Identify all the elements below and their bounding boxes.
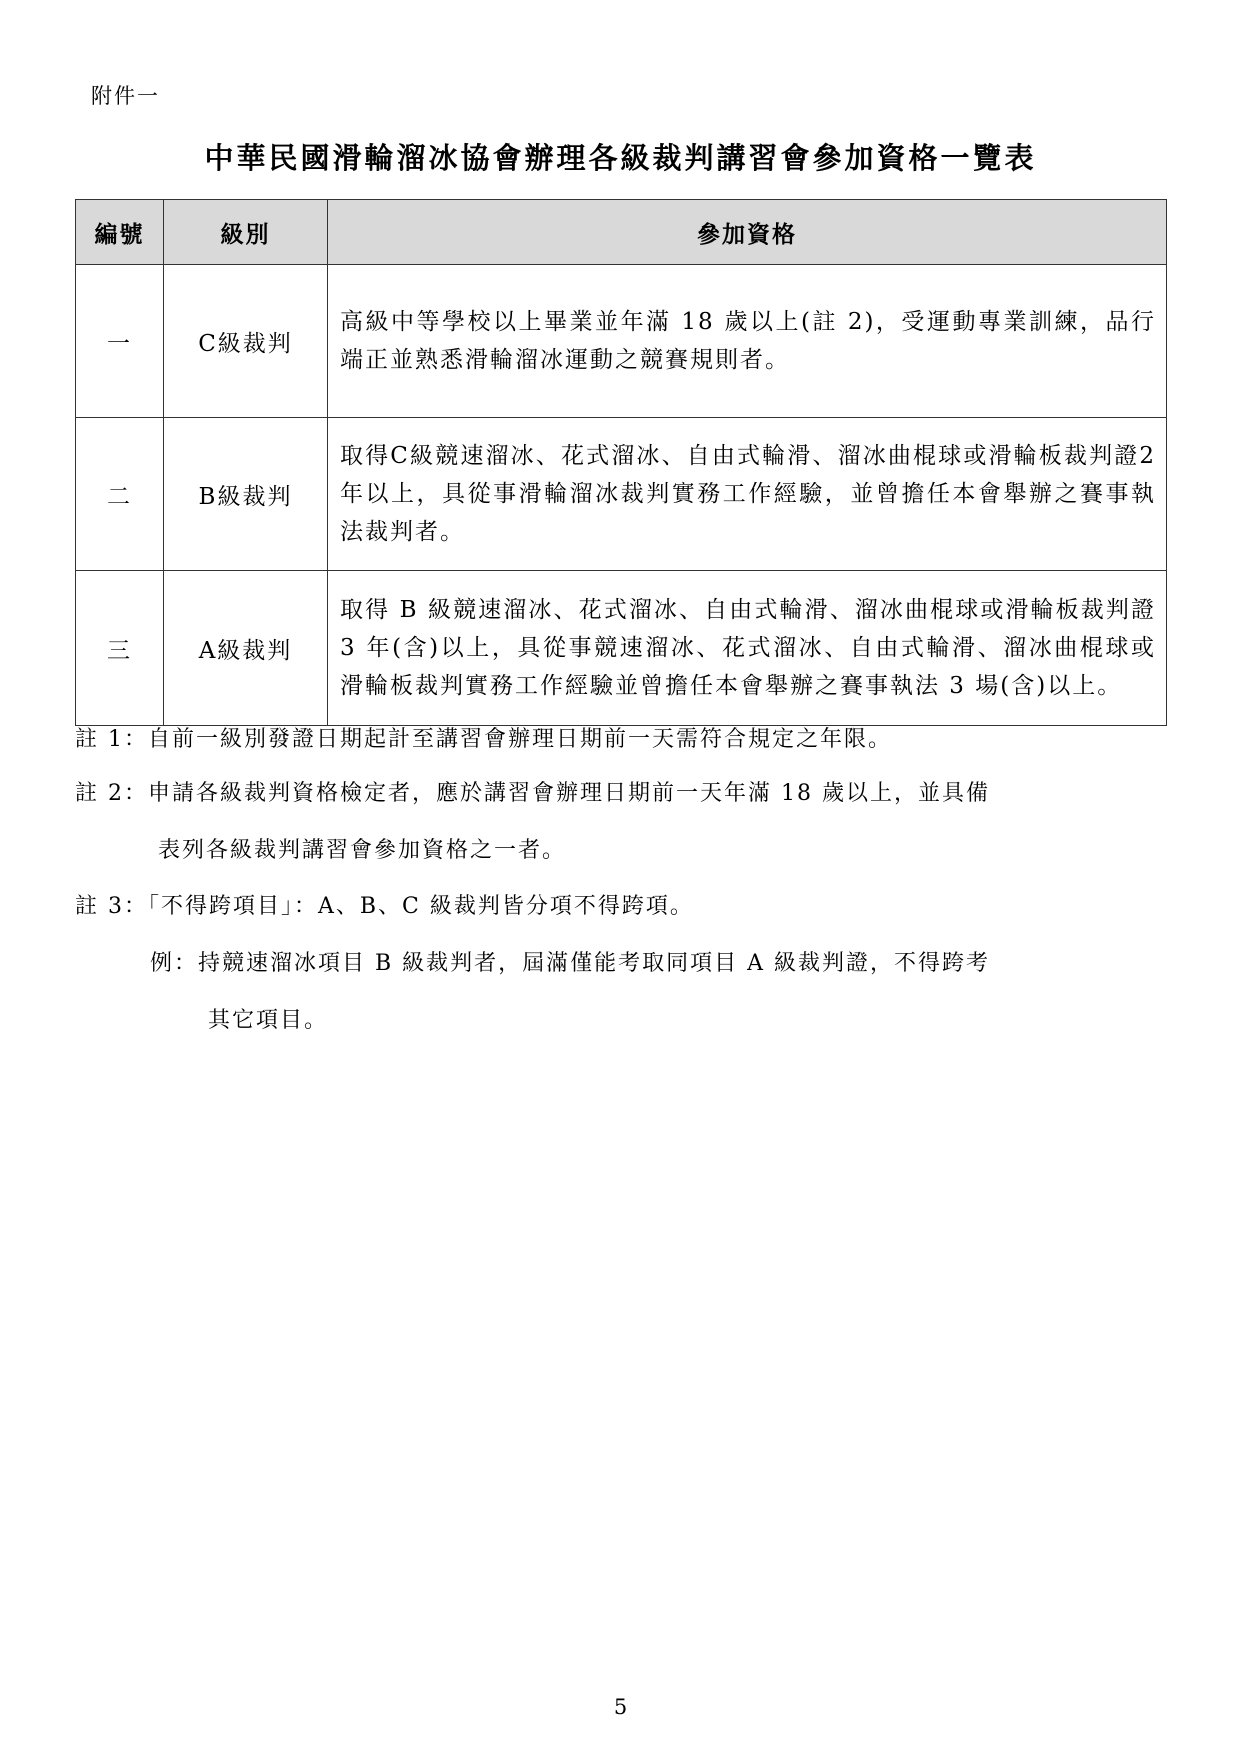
page-number: 5 <box>613 1695 628 1719</box>
header-level: 級別 <box>164 200 328 265</box>
attachment-label: 附件一 <box>91 84 160 108</box>
note-3: 註 3：「不得跨項目」：A、B、C 級裁判皆分項不得跨項。 <box>75 894 694 919</box>
qualification-table <box>75 199 1167 726</box>
table-row <box>76 571 1167 726</box>
row-requirement: 取得C級競速溜冰、花式溜冰、自由式輪滑、溜冰曲棍球或滑輪板裁判證2年以上，具從事滑輪溜冰裁判實務工作經驗，並曾擔任本會舉辦之賽事執法裁判者。 <box>328 418 1167 571</box>
row-requirement: 高級中等學校以上畢業並年滿 18 歲以上(註 2)，受運動專業訓練，品行端正並熟悉滑輪溜冰運動之競賽規則者。 <box>328 265 1167 418</box>
note-2-line-1: 註 2：申請各級裁判資格檢定者，應於講習會辦理日期前一天年滿 18 歲以上，並具備 <box>75 781 990 806</box>
table-row <box>76 418 1167 571</box>
header-requirement: 參加資格 <box>328 200 1167 265</box>
table-header-row <box>76 200 1167 265</box>
note-2-line-2: 表列各級裁判講習會參加資格之一者。 <box>158 838 567 863</box>
document-title: 中華民國滑輪溜冰協會辦理各級裁判講習會參加資格一覽表 <box>204 141 1037 175</box>
header-number: 編號 <box>76 200 164 265</box>
row-requirement: 取得 B 級競速溜冰、花式溜冰、自由式輪滑、溜冰曲棍球或滑輪板裁判證 3 年(含)以上，具從事競速溜冰、花式溜冰、自由式輪滑、溜冰曲棍球或滑輪板裁判實務工作經驗並曾擔任本會舉辦之賽事執法 3 場(含)以上。 <box>328 571 1167 726</box>
note-3-example-line-1: 例：持競速溜冰項目 B 級裁判者，屆滿僅能考取同項目 A 級裁判證，不得跨考 <box>150 951 991 976</box>
row-level: B級裁判 <box>164 418 328 571</box>
row-number: 三 <box>76 571 164 726</box>
row-level: C級裁判 <box>164 265 328 418</box>
row-number: 一 <box>76 265 164 418</box>
table-row <box>76 265 1167 418</box>
note-1: 註 1：自前一級別發證日期起計至講習會辦理日期前一天需符合規定之年限。 <box>75 727 892 752</box>
row-number: 二 <box>76 418 164 571</box>
note-3-example-line-2: 其它項目。 <box>208 1008 329 1033</box>
row-level: A級裁判 <box>164 571 328 726</box>
